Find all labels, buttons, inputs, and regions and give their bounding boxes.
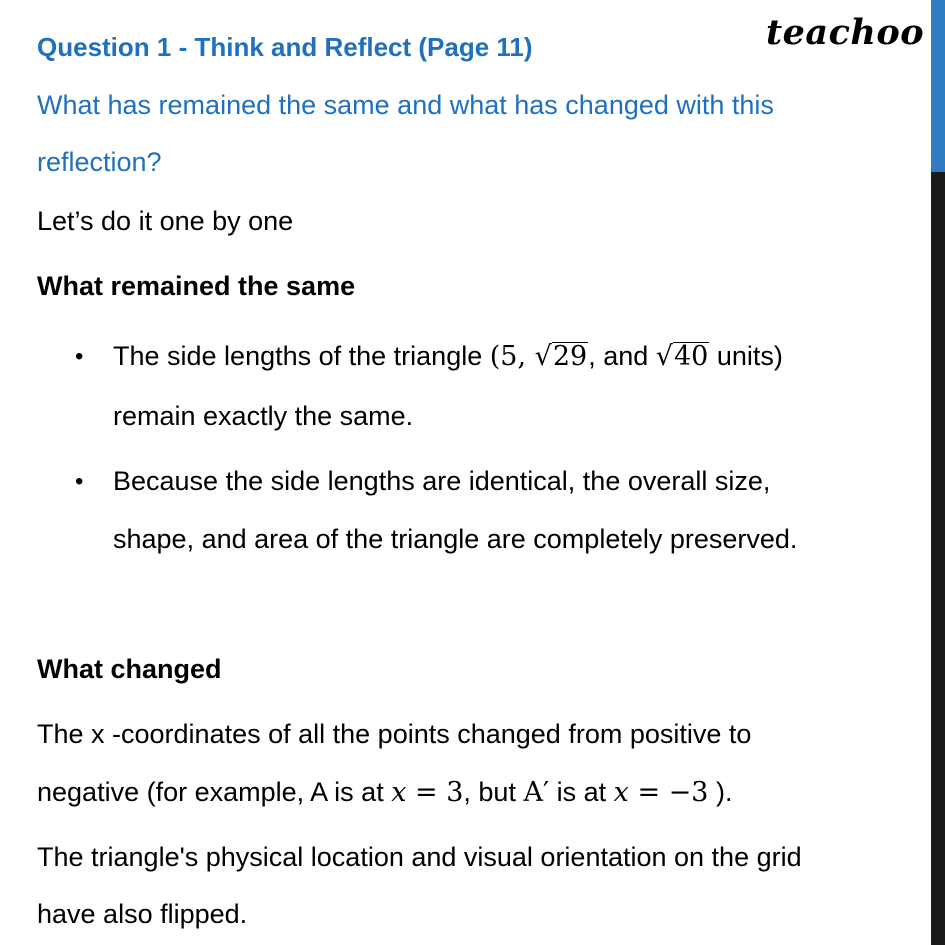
bullet-1-dot: • [75,343,84,370]
bullet-2-dot: • [75,468,84,495]
sqrt-40-radicand: 40 [673,341,709,372]
para-1-pre: negative (for example, A is at [37,777,392,807]
right-side-bar-accent [931,0,945,172]
question-text-line-2: reflection? [37,147,162,177]
sqrt-40: √40 [655,341,709,372]
bullet-1-line-2: remain exactly the same. [113,401,414,431]
eq-2-var: x [613,777,629,808]
changed-para-1-line-2 [37,777,732,808]
para-1-post: ). [708,777,733,807]
changed-para-2-line-2: have also flipped. [37,899,248,929]
prime-point: A′ [523,777,550,808]
eq-1-val: = 3 [406,777,464,808]
bullet-1-mid: , and [588,341,656,371]
bullet-1-text-part2: units) [709,341,783,371]
sqrt-29: √29 [534,341,588,372]
same-section-heading: What remained the same [37,271,356,301]
eq-2-val: = −3 [628,777,709,808]
bullet-1-open: (5, [489,341,535,372]
changed-section-heading: What changed [37,654,222,684]
bullet-1-line-1 [113,341,783,372]
bullet-1-text-part1: The side lengths of the triangle [113,341,490,371]
changed-para-2-line-1: The triangle's physical location and visual orientation on the grid [37,842,802,872]
sqrt-29-radicand: 29 [552,341,588,372]
question-text-line-1: What has remained the same and what has changed with this [37,90,774,120]
bullet-2-line-2: shape, and area of the triangle are completely preserved. [113,524,798,554]
para-1-mid: , but [463,777,524,807]
eq-1-var: x [391,777,407,808]
para-1-mid2: is at [549,777,614,807]
intro-text: Let’s do it one by one [37,206,294,236]
question-title: Question 1 - Think and Reflect (Page 11) [37,32,533,62]
changed-para-1-line-1: The x -coordinates of all the points changed from positive to [37,719,752,749]
bullet-2-line-1: Because the side lengths are identical, the overall size, [113,466,771,496]
teachoo-logo: teachoo [766,12,925,53]
